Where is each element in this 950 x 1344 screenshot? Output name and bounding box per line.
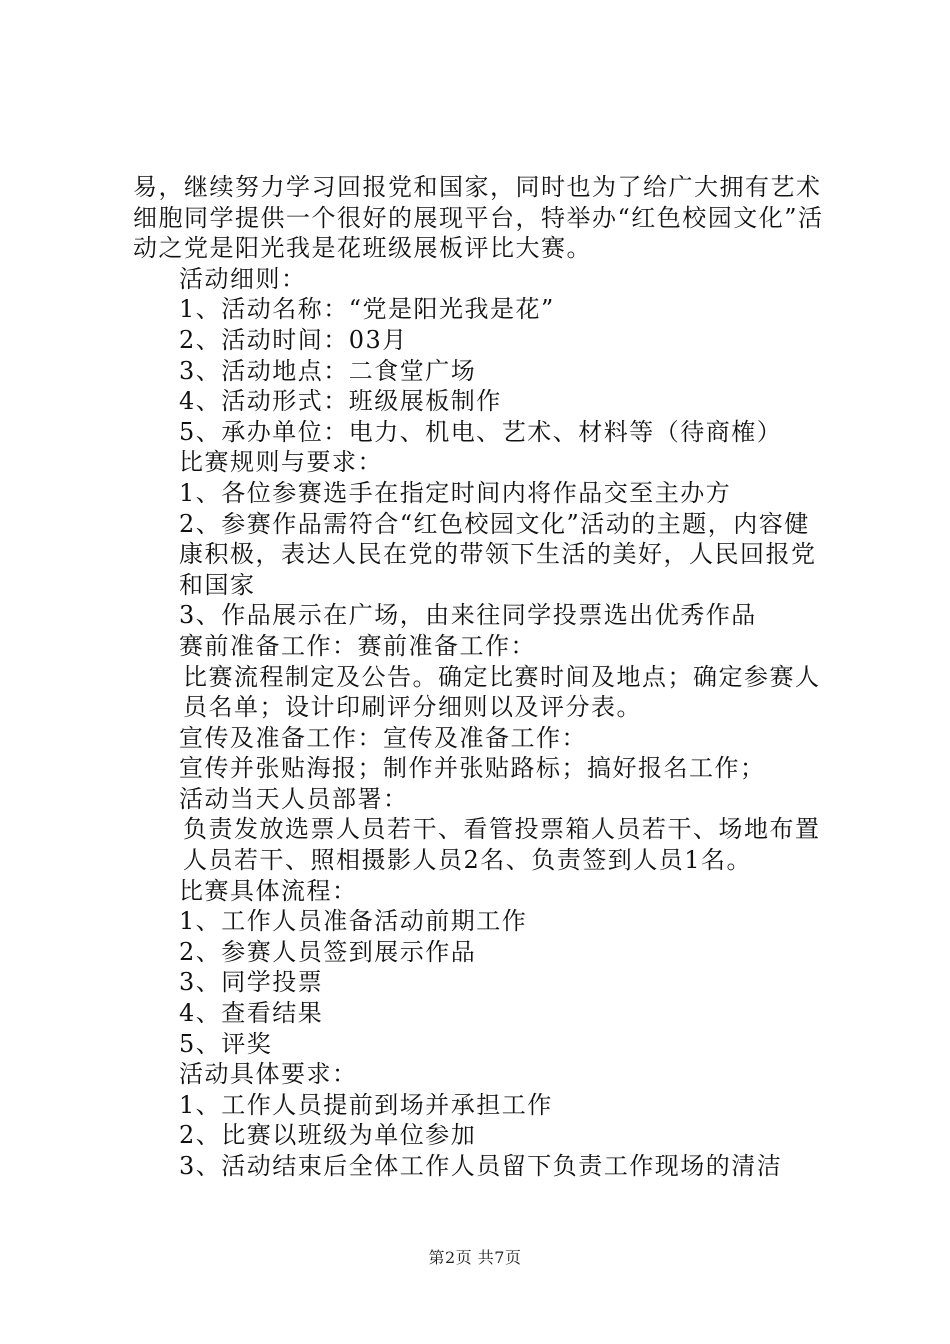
detail-item-time: 2、活动时间：03月 xyxy=(179,325,408,354)
heading-staffing: 活动当天人员部署： xyxy=(179,784,409,813)
heading-process: 比赛具体流程： xyxy=(179,876,358,905)
detail-item-organizers: 5、承办单位：电力、机电、艺术、材料等（待商榷） xyxy=(179,417,783,446)
document-body xyxy=(133,172,833,1182)
rule-item-2: 2、参赛作品需符合“红色校园文化”活动的主题，内容健康积极，表达人民在党的带领下生活的美好，人民回报党和国家 xyxy=(179,509,817,599)
rule-item-3: 3、作品展示在广场，由来往同学投票选出优秀作品 xyxy=(179,601,757,630)
process-item-4: 4、查看结果 xyxy=(179,999,324,1028)
requirement-item-1: 1、工作人员提前到场并承担工作 xyxy=(179,1090,553,1119)
heading-activity-details: 活动细则： xyxy=(179,264,307,293)
staffing-paragraph: 负责发放选票人员若干、看管投票箱人员若干、场地布置人员若干、照相摄影人员2名、负责签到人员1名。 xyxy=(183,815,821,875)
heading-publicity: 宣传及准备工作：宣传及准备工作： xyxy=(179,723,587,752)
detail-item-place: 3、活动地点：二食堂广场 xyxy=(179,356,477,385)
heading-rules: 比赛规则与要求： xyxy=(179,448,383,477)
detail-item-name: 1、活动名称：“党是阳光我是花” xyxy=(179,295,555,324)
paragraph-intro: 易，继续努力学习回报党和国家，同时也为了给广大拥有艺术细胞同学提供一个很好的展现平台，特举办“红色校园文化”活动之党是阳光我是花班级展板评比大赛。 xyxy=(133,173,824,263)
process-item-1: 1、工作人员准备活动前期工作 xyxy=(179,907,528,936)
publicity-paragraph: 宣传并张贴海报；制作并张贴路标；搞好报名工作； xyxy=(179,754,766,783)
detail-item-form: 4、活动形式：班级展板制作 xyxy=(179,387,502,416)
heading-preparation: 赛前准备工作：赛前准备工作： xyxy=(179,631,536,660)
process-item-5: 5、评奖 xyxy=(179,1029,273,1058)
preparation-paragraph: 比赛流程制定及公告。确定比赛时间及地点；确定参赛人员名单；设计印刷评分细则以及评分表。 xyxy=(183,662,821,722)
page-footer: 第2页 共7页 xyxy=(428,1248,522,1267)
requirement-item-2: 2、比赛以班级为单位参加 xyxy=(179,1121,477,1150)
heading-requirements: 活动具体要求： xyxy=(179,1060,358,1089)
rule-item-1: 1、各位参赛选手在指定时间内将作品交至主办方 xyxy=(179,478,732,507)
process-item-3: 3、同学投票 xyxy=(179,968,324,997)
process-item-2: 2、参赛人员签到展示作品 xyxy=(179,937,477,966)
requirement-item-3: 3、活动结束后全体工作人员留下负责工作现场的清洁 xyxy=(179,1152,783,1180)
